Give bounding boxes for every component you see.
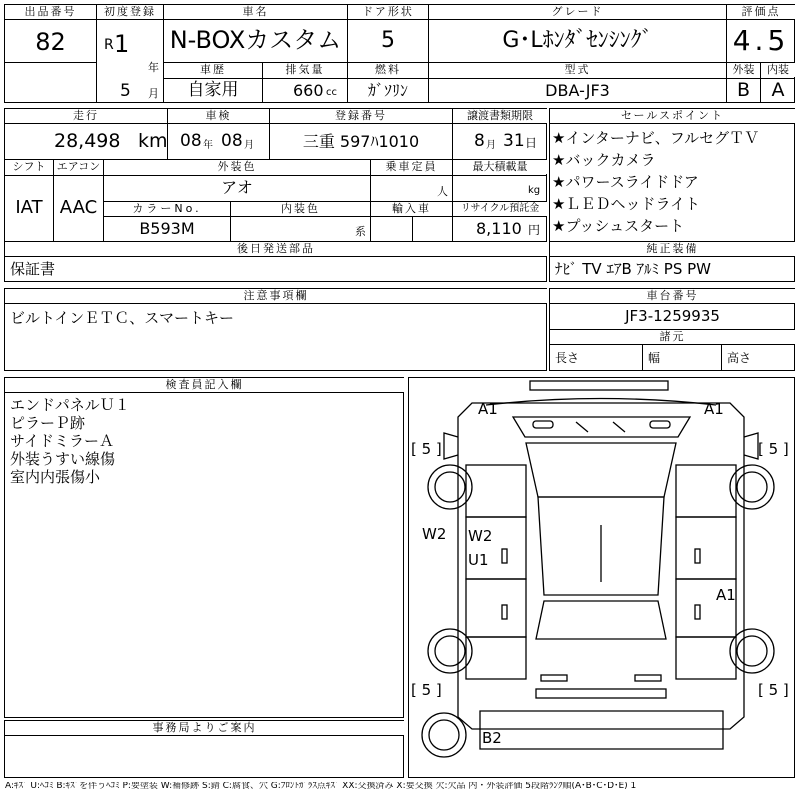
windshield bbox=[526, 443, 676, 497]
mark-tire-rr: [ 5 ] bbox=[758, 681, 789, 699]
sales-point-item: ★プッシュスタート bbox=[552, 217, 685, 235]
inspection-month: 08 bbox=[221, 131, 243, 151]
sales-point-item: ★パワースライドドア bbox=[552, 173, 699, 191]
length-label: 長さ bbox=[555, 351, 580, 365]
wheels bbox=[422, 465, 774, 757]
mark-pillar-left: U1 bbox=[468, 551, 489, 569]
inspection-month-unit: 月 bbox=[244, 140, 254, 151]
car-name: N-BOXカスタム bbox=[169, 26, 342, 54]
interior-grade-label: 内装 bbox=[761, 63, 795, 77]
mileage-label: 走行 bbox=[5, 109, 167, 123]
shift: IAT bbox=[15, 197, 43, 218]
inspection-year: 08 bbox=[180, 131, 202, 151]
transfer-day-unit: 日 bbox=[525, 136, 538, 150]
model-label: 型式 bbox=[429, 63, 726, 77]
vehicle-diagram bbox=[408, 377, 795, 778]
mileage-unit: km bbox=[138, 130, 168, 152]
month-unit: 月 bbox=[148, 87, 159, 100]
displacement: 660 bbox=[293, 81, 324, 100]
sales-point-label: セールスポイント bbox=[550, 109, 795, 123]
left-rear-door bbox=[466, 579, 526, 637]
registration-year: 1 bbox=[114, 30, 130, 58]
height-label: 高さ bbox=[727, 351, 752, 365]
max-load-label: 最大積載量 bbox=[453, 160, 547, 174]
sales-point-item: ★ＬＥＤヘッドライト bbox=[552, 195, 700, 213]
inspector-line: ピラーＰ跡 bbox=[10, 414, 86, 432]
right-rear-fender bbox=[676, 637, 736, 679]
score: 4.5 bbox=[732, 24, 790, 57]
max-load-unit: kg bbox=[528, 185, 541, 196]
exterior-grade-label: 外装 bbox=[727, 63, 760, 77]
lot-number: 82 bbox=[35, 28, 66, 56]
capacity-label: 乗車定員 bbox=[371, 160, 452, 174]
recycle-label: リサイクル預託金 bbox=[453, 202, 547, 216]
caution-label: 注意事項欄 bbox=[5, 289, 547, 303]
legend: A:ｷｽﾞ U:ﾍｺﾐ B:ｷｽﾞを伴うﾍｺﾐ P:要塗装 W:補修跡 S:錆 C:腐食、穴 G:ﾌﾛﾝﾄｶﾞﾗｽ点ｷｽﾞ XX:交換済み X:要交換 欠:欠品 内・外装評価 5段階ﾗﾝｸ順(A･B･C･D･E) 1 bbox=[5, 782, 637, 791]
chassis-label: 車台番号 bbox=[550, 289, 795, 303]
registration-month: 5 bbox=[120, 81, 131, 101]
transfer-day: 31 bbox=[503, 131, 525, 151]
year-unit: 年 bbox=[148, 61, 159, 74]
history: 自家用 bbox=[187, 80, 239, 100]
era: R bbox=[104, 37, 114, 53]
sales-point-item: ★インターナビ、フルセグＴＶ bbox=[552, 129, 760, 147]
rear-glass bbox=[536, 601, 666, 639]
fuel-label: 燃料 bbox=[348, 63, 428, 77]
right-front-door bbox=[676, 517, 736, 579]
color-number-label: カラーNo. bbox=[104, 202, 230, 216]
sales-point-item: ★バックカメラ bbox=[552, 151, 656, 169]
later-parts: 保証書 bbox=[10, 260, 56, 278]
office-label: 事務局よりご案内 bbox=[5, 721, 404, 735]
model-code: DBA-JF3 bbox=[545, 81, 610, 100]
right-mirror bbox=[744, 433, 758, 459]
door-type-label: ドア形状 bbox=[348, 5, 428, 19]
mark-front-right: A1 bbox=[704, 400, 724, 418]
recycle-deposit: 8,110 bbox=[476, 219, 522, 238]
transfer-deadline-label: 譲渡書類期限 bbox=[453, 109, 547, 123]
mileage: 28,498 bbox=[54, 130, 121, 152]
equipment: ﾅﾋﾞ TV ｴｱB ｱﾙﾐ PS PW bbox=[555, 260, 711, 278]
exterior-color: アオ bbox=[221, 178, 253, 197]
fuel: ｶﾞｿﾘﾝ bbox=[367, 81, 408, 100]
car-name-label: 車名 bbox=[164, 5, 347, 19]
displacement-label: 排気量 bbox=[263, 63, 347, 77]
mark-tire-rl: [ 5 ] bbox=[411, 681, 442, 699]
exterior-color-label: 外装色 bbox=[104, 160, 370, 174]
exterior-grade: B bbox=[736, 79, 751, 101]
mark-rear-right-door: A1 bbox=[716, 586, 736, 604]
shift-label: シフト bbox=[5, 160, 53, 174]
recycle-unit: 円 bbox=[528, 223, 541, 237]
inspector-line: 外装うすい線傷 bbox=[10, 450, 116, 468]
transfer-month: 8 bbox=[474, 131, 485, 151]
chassis-number: JF3-1259935 bbox=[625, 307, 720, 325]
inspection-label: 車検 bbox=[168, 109, 269, 123]
mark-tire-fr: [ 5 ] bbox=[758, 440, 789, 458]
mark-side-left-inner: W2 bbox=[468, 527, 493, 545]
right-front-fender bbox=[676, 465, 736, 517]
capacity-unit: 人 bbox=[437, 185, 448, 198]
left-mirror bbox=[444, 433, 458, 459]
aircon: AAC bbox=[59, 197, 98, 218]
rear-bumper-outline bbox=[480, 711, 723, 749]
registration-number: 三重 597ﾊ1010 bbox=[302, 132, 420, 151]
mark-front-left: A1 bbox=[478, 400, 498, 418]
interior-grade: A bbox=[771, 79, 785, 101]
left-rear-fender bbox=[466, 637, 526, 679]
caution-text: ビルトインＥＴＣ、スマートキー bbox=[10, 309, 234, 327]
inspector-label: 検査員記入欄 bbox=[5, 378, 404, 392]
left-front-fender bbox=[466, 465, 526, 517]
mark-tire-fl: [ 5 ] bbox=[411, 440, 442, 458]
score-label: 評価点 bbox=[727, 5, 795, 19]
dimensions-label: 諸元 bbox=[550, 330, 795, 344]
interior-color-label: 内装色 bbox=[231, 202, 370, 216]
inspector-line: エンドパネルＵ１ bbox=[10, 396, 130, 414]
later-parts-label: 後日発送部品 bbox=[5, 242, 547, 256]
import-label: 輸入車 bbox=[371, 202, 452, 216]
inspector-line: サイドミラーＡ bbox=[10, 432, 114, 450]
interior-color-unit: 系 bbox=[355, 225, 366, 238]
displacement-unit: cc bbox=[326, 87, 337, 98]
lot-number-label: 出品番号 bbox=[5, 5, 96, 19]
mark-side-left-outer: W2 bbox=[422, 525, 447, 543]
history-label: 車歴 bbox=[164, 63, 262, 77]
grade: G･Lﾎﾝﾀﾞｾﾝｼﾝｸﾞ bbox=[502, 28, 653, 53]
door-type: 5 bbox=[381, 28, 395, 53]
color-number: B593M bbox=[139, 219, 195, 238]
inspector-line: 室内内張傷小 bbox=[10, 468, 101, 486]
transfer-month-unit: 月 bbox=[486, 140, 496, 151]
equipment-label: 純正装備 bbox=[550, 242, 795, 256]
mark-rear-bumper: B2 bbox=[482, 729, 502, 747]
first-registration-label: 初度登録 bbox=[97, 5, 163, 19]
aircon-label: エアコン bbox=[54, 160, 103, 174]
registration-number-label: 登録番号 bbox=[270, 109, 452, 123]
front-bar bbox=[530, 381, 668, 390]
inspection-year-unit: 年 bbox=[203, 140, 213, 151]
grade-label: グレード bbox=[429, 5, 726, 19]
width-label: 幅 bbox=[648, 351, 661, 365]
